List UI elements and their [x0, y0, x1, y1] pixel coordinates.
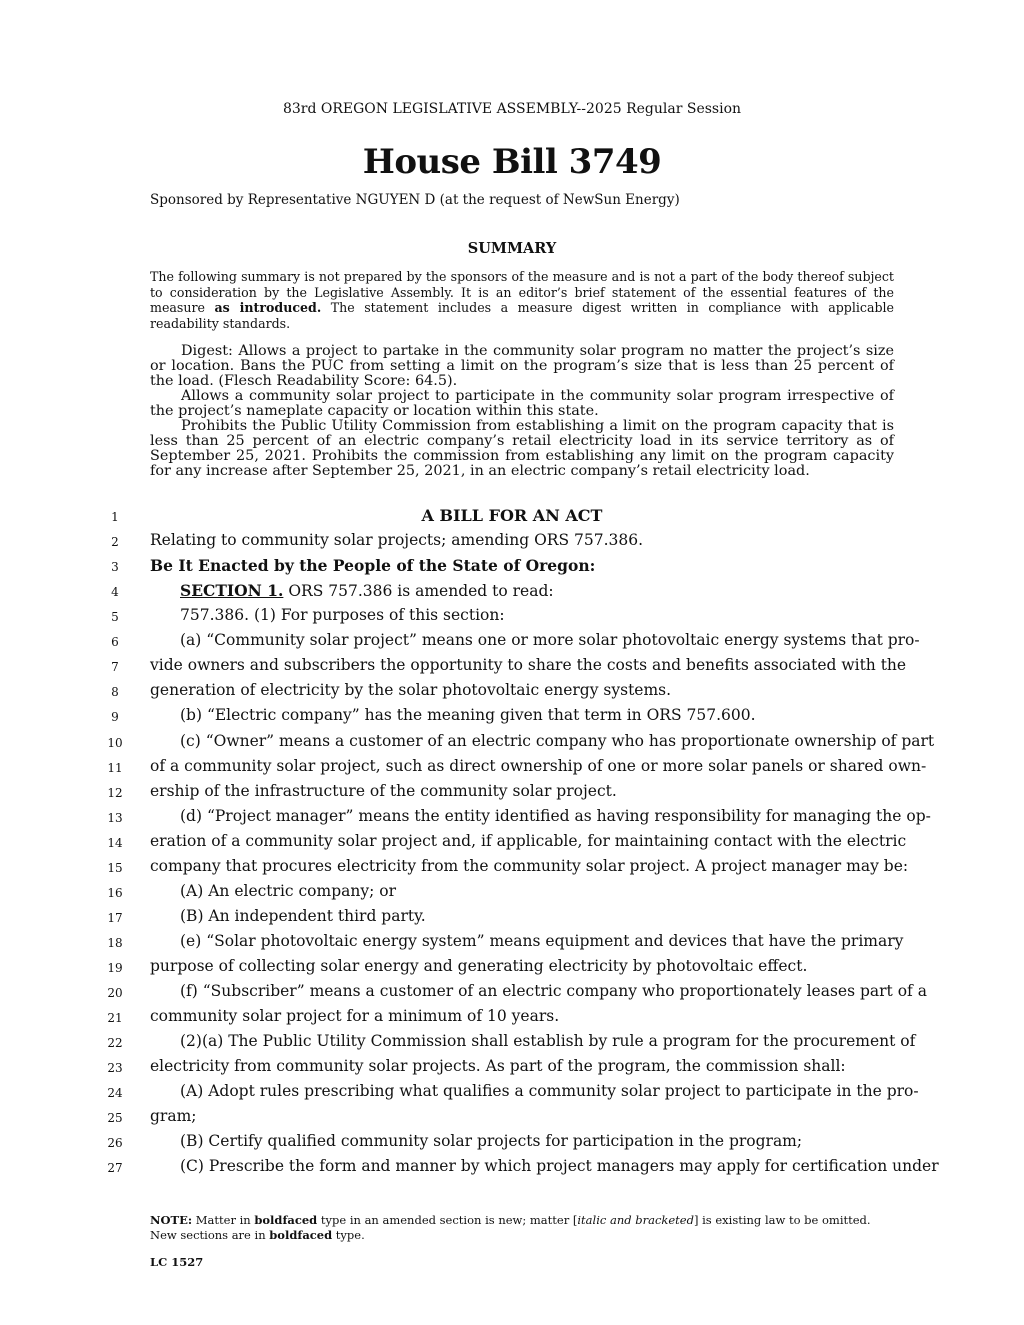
bill-line: (e) “Solar photovoltaic energy system” means equipment and devices that have the primary	[180, 932, 904, 950]
bill-title: House Bill 3749	[362, 142, 662, 182]
bill-line: (2)(a) The Public Utility Commission shall establish by rule a program for the procurement of	[180, 1032, 916, 1050]
note-bold: boldfaced	[254, 1213, 318, 1227]
summary-intro-text-b: The statement includes a measure digest written in compliance with applicable readability standards.	[150, 300, 894, 331]
enacting-clause: Be It Enacted by the People of the State of Oregon:	[150, 556, 596, 575]
note-text: type.	[332, 1228, 365, 1242]
line-number: 7	[111, 660, 119, 674]
bill-line: (A) An electric company; or	[180, 882, 397, 900]
line-number: 18	[107, 936, 123, 950]
bill-line: (f) “Subscriber” means a customer of an electric company who proportionately leases part of a	[180, 982, 927, 1000]
line-number: 20	[107, 986, 123, 1000]
note-text: type in an amended section is new; matter [	[317, 1213, 578, 1227]
line-number: 17	[107, 911, 123, 925]
summary-intro	[150, 269, 894, 331]
line-number: 22	[107, 1036, 123, 1050]
line-number: 6	[111, 635, 119, 649]
note-text: New sections are in	[150, 1228, 270, 1242]
bill-line: community solar project for a minimum of 10 years.	[150, 1007, 560, 1025]
note-bold: boldfaced	[269, 1228, 333, 1242]
bill-line: 757.386. (1) For purposes of this section:	[180, 606, 505, 624]
note-italic: italic and bracketed	[577, 1213, 694, 1227]
note-line-1	[150, 1213, 871, 1228]
line-number: 14	[107, 836, 123, 850]
summary-intro-text-a: The following summary is not prepared by the sponsors of the measure and is not a part of the body thereof subject to consideration by the Legislative Assembly. It is an editor’s brief statement of the essential features of the measure	[150, 269, 894, 315]
bill-line: (a) “Community solar project” means one or more solar photovoltaic energy systems that pro-	[180, 631, 920, 649]
bill-line: (d) “Project manager” means the entity identified as having responsibility for managing the op-	[180, 807, 931, 825]
summary-heading: SUMMARY	[467, 240, 557, 257]
line-number: 15	[107, 861, 123, 875]
bill-line: eration of a community solar project and, if applicable, for maintaining contact with the electric	[150, 832, 907, 850]
line-number: 21	[107, 1011, 123, 1025]
section-1-label: SECTION 1.	[180, 581, 284, 600]
lc-number: LC 1527	[150, 1255, 204, 1269]
bill-line: (B) An independent third party.	[180, 907, 426, 925]
summary-paragraph-2: Allows a community solar project to participate in the community solar program irrespective of the project’s nameplate capacity or location within this state.	[150, 388, 894, 419]
note-text: Matter in	[192, 1213, 255, 1227]
sponsor-line: Sponsored by Representative NGUYEN D (at the request of NewSun Energy)	[150, 192, 680, 208]
summary-intro-bold: as introduced.	[214, 300, 322, 315]
line-number: 10	[107, 736, 123, 750]
bill-line: (B) Certify qualified community solar projects for participation in the program;	[180, 1132, 803, 1150]
session-header: 83rd OREGON LEGISLATIVE ASSEMBLY--2025 Regular Session	[282, 101, 742, 117]
bill-line: (A) Adopt rules prescribing what qualifies a community solar project to participate in the pro-	[180, 1082, 919, 1100]
line-number: 11	[107, 761, 123, 775]
note-text: ] is existing law to be omitted.	[693, 1213, 871, 1227]
section-1-text: ORS 757.386 is amended to read:	[283, 582, 554, 600]
line-number: 24	[107, 1086, 123, 1100]
section-1-line	[180, 581, 894, 600]
line-number: 5	[111, 610, 119, 624]
line-number: 23	[107, 1061, 123, 1075]
bill-line: ership of the infrastructure of the community solar project.	[150, 782, 617, 800]
act-heading: A BILL FOR AN ACT	[421, 506, 603, 525]
bill-line: gram;	[150, 1107, 197, 1125]
line-number: 27	[107, 1161, 123, 1175]
digest-paragraph: Digest: Allows a project to partake in the community solar program no matter the project’s size or location. Bans the PUC from setting a limit on the program’s size that is less than 25 percent of the load. (Flesch Readability Score: 64.5).	[150, 343, 894, 389]
line-number: 8	[111, 685, 119, 699]
line-number: 9	[111, 710, 119, 724]
line-number: 26	[107, 1136, 123, 1150]
line-number: 12	[107, 786, 123, 800]
bill-line: purpose of collecting solar energy and generating electricity by photovoltaic effect.	[150, 957, 808, 975]
note-line-2	[150, 1228, 871, 1243]
bill-line: (c) “Owner” means a customer of an electric company who has proportionate ownership of part	[180, 732, 935, 750]
bill-line: (C) Prescribe the form and manner by which project managers may apply for certification under	[180, 1157, 939, 1175]
line-number: 13	[107, 811, 123, 825]
line-number: 4	[111, 585, 119, 599]
note-label: NOTE:	[150, 1213, 193, 1227]
bill-line: vide owners and subscribers the opportunity to share the costs and benefits associated with the	[150, 656, 907, 674]
bill-line: company that procures electricity from the community solar project. A project manager may be:	[150, 857, 909, 875]
relating-clause: Relating to community solar projects; amending ORS 757.386.	[150, 531, 644, 549]
line-number: 16	[107, 886, 123, 900]
footer-note	[150, 1213, 871, 1243]
line-number: 3	[111, 560, 119, 574]
bill-line: electricity from community solar projects. As part of the program, the commission shall:	[150, 1057, 846, 1075]
summary-paragraph-3: Prohibits the Public Utility Commission from establishing a limit on the program capacity that is less than 25 percent of an electric company’s retail electricity load in its service territory as of September 25, 2021. Prohibits the commission from establishing any limit on the program capacity for any increase after September 25, 2021, in an electric company’s retail electricity load.	[150, 418, 894, 479]
line-number: 1	[111, 510, 119, 524]
line-number: 2	[111, 535, 119, 549]
line-number: 19	[107, 961, 123, 975]
bill-line: of a community solar project, such as direct ownership of one or more solar panels or shared own-	[150, 757, 927, 775]
bill-line: (b) “Electric company” has the meaning given that term in ORS 757.600.	[180, 706, 756, 724]
line-number: 25	[107, 1111, 123, 1125]
bill-line: generation of electricity by the solar photovoltaic energy systems.	[150, 681, 672, 699]
